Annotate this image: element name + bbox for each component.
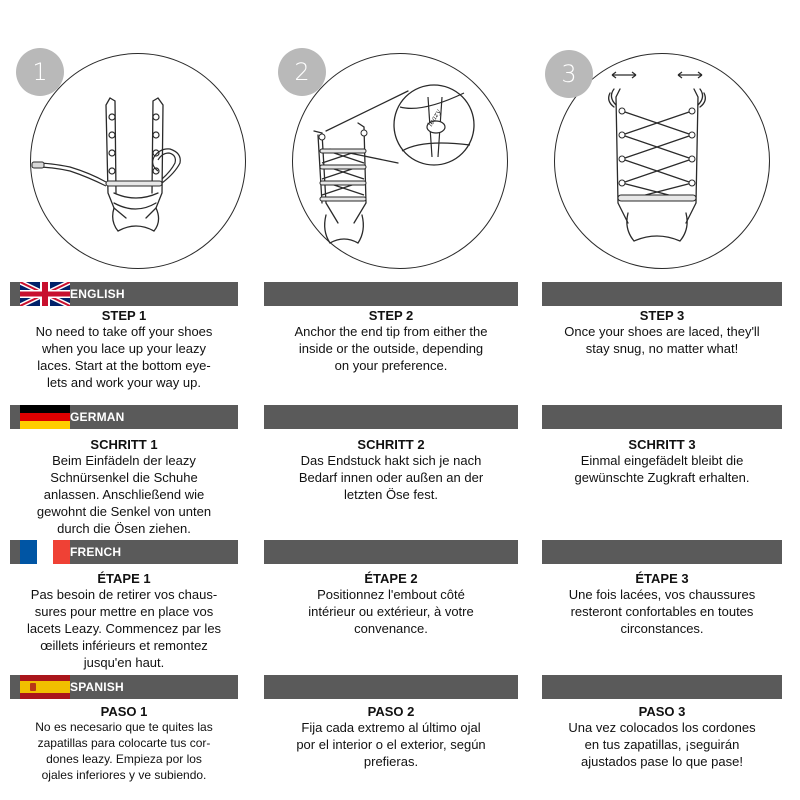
column-bar <box>264 540 518 564</box>
step-title: ÉTAPE 1 <box>97 571 151 586</box>
step-body: Positionnez l'embout côté intérieur ou extérieur, à votre convenance. <box>308 587 474 636</box>
anchor-tip-icon <box>292 53 508 269</box>
column-bar <box>542 540 782 564</box>
step-body: Einmal eingefädelt bleibt die gewünschte Zugkraft erhalten. <box>574 453 750 485</box>
column-bar <box>542 675 782 699</box>
language-bar-french <box>10 540 238 564</box>
step-body: Pas besoin de retirer vos chaus- sures pour mettre en place vos lacets Leazy. Commencez par les œillets inférieurs et remontez jusqu'en haut. <box>26 587 222 670</box>
language-label: FRENCH <box>70 545 122 559</box>
column-bar <box>264 405 518 429</box>
germany-flag-icon <box>20 405 70 429</box>
step-body: Das Endstuck hakt sich je nach Bedarf innen oder außen an der letzten Öse fest. <box>298 453 484 502</box>
france-flag-icon <box>20 540 70 564</box>
step-title: STEP 3 <box>639 308 685 323</box>
step-body: Once your shoes are laced, they'll stay snug, no matter what! <box>564 324 760 356</box>
step-body: Fija cada extremo al último ojal por el interior o el exterior, según prefieras. <box>296 720 486 769</box>
step-title: ÉTAPE 2 <box>364 571 418 586</box>
language-label: GERMAN <box>70 410 125 424</box>
leazy-logo: leazy <box>426 108 443 128</box>
step-body: No es necesario que te quites las zapatillas para colocarte tus cor- dones leazy. Empieza por los ojales inferiores y ve subiendo. <box>35 720 213 782</box>
step-title: STEP 1 <box>101 308 147 323</box>
step-title: STEP 2 <box>368 308 414 323</box>
step-title: PASO 2 <box>367 704 415 719</box>
laced-shoe-icon <box>554 53 770 269</box>
step-title: ÉTAPE 3 <box>635 571 689 586</box>
step-title: SCHRITT 1 <box>90 437 158 452</box>
step-body: Anchor the end tip from either the inside or the outside, depending on your preference. <box>294 324 488 373</box>
step-3-badge: 3 <box>545 50 593 98</box>
step-title: PASO 1 <box>100 704 148 719</box>
column-bar <box>264 282 518 306</box>
column-bar <box>264 675 518 699</box>
step-body: Beim Einfädeln der leazy Schnürsenkel die Schuhe anlassen. Anschließend wie gewohnt die Senkel von unten durch die Ösen ziehen. <box>36 453 212 536</box>
step-title: SCHRITT 3 <box>628 437 696 452</box>
step-body: Una vez colocados los cordones en tus zapatillas, ¡seguirán ajustados pase lo que pase! <box>568 720 756 769</box>
language-bar-spanish <box>10 675 238 699</box>
step-1-badge: 1 <box>16 48 64 96</box>
shoe-lacing-start-icon <box>30 53 246 269</box>
step-2-badge: 2 <box>278 48 326 96</box>
column-bar <box>542 282 782 306</box>
language-bar-german <box>10 405 238 429</box>
spain-flag-icon <box>20 675 70 699</box>
column-bar <box>542 405 782 429</box>
uk-flag-icon <box>20 282 70 306</box>
language-label: SPANISH <box>70 680 124 694</box>
step-body: No need to take off your shoes when you lace up your leazy laces. Start at the bottom eye- lets and work your way up. <box>35 324 213 390</box>
language-bar-english <box>10 282 238 306</box>
step-title: SCHRITT 2 <box>357 437 425 452</box>
language-label: ENGLISH <box>70 287 125 301</box>
step-title: PASO 3 <box>638 704 686 719</box>
step-body: Une fois lacées, vos chaussures resteront confortables en toutes circonstances. <box>568 587 756 636</box>
